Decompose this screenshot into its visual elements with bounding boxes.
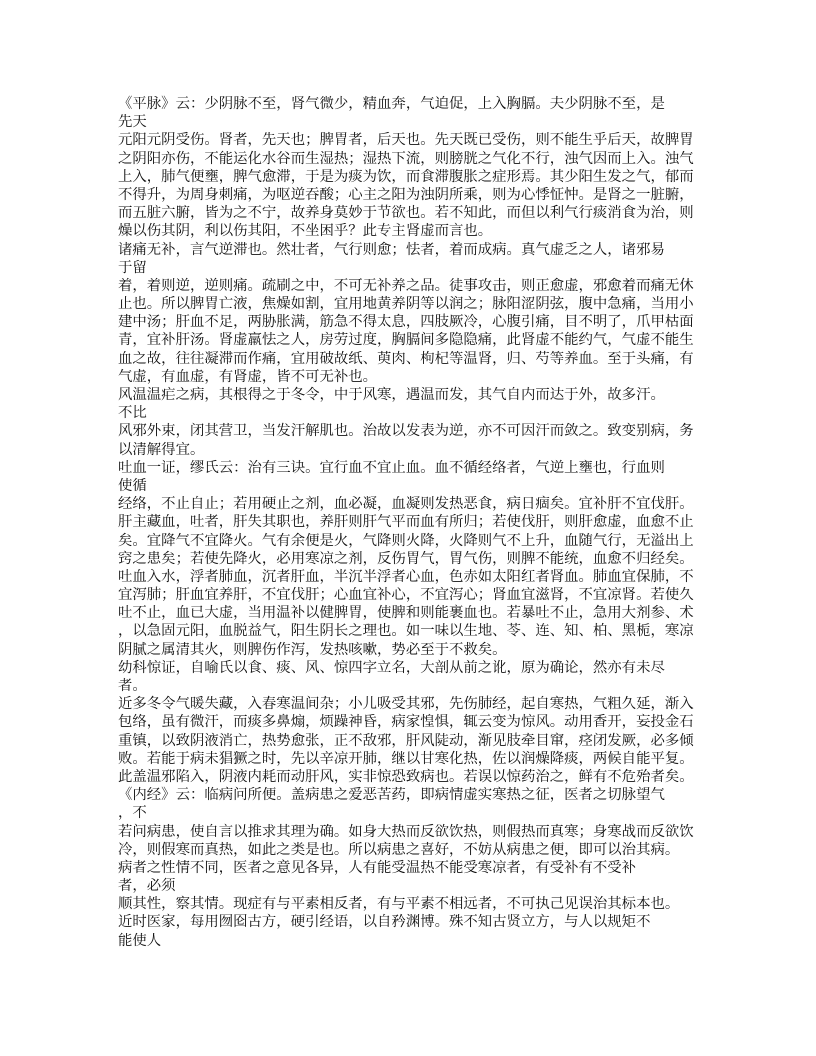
text-line: 风温温疟之病，其根得之于冬令，中于风寒，遇温而发，其气自内而达于外，故多汗。 [118, 387, 665, 403]
text-line: 着，着则逆，逆则痛。疏刷之中，不可无补养之品。徒事攻击，则正愈虚，邪愈着而痛无休 [118, 277, 694, 294]
text-line: 以清解得宜。 [118, 441, 205, 458]
text-line: 能使人 [118, 932, 162, 949]
text-line: 宜泻肺；肝血宜养肝，不宜伐肝；心血宜补心，不宜泻心；肾血宜滋肾，不宜凉肾。若使久 [118, 587, 694, 604]
text-line: 包络，虽有微汗，而痰多鼻煽，烦躁神昏，病家惶惧，辄云变为惊风。动用香开，妄投金石 [118, 714, 694, 731]
text-line: 而五脏六腑，皆为之不宁，故养身莫妙于节欲也。若不知此，而但以利气行痰消食为治，则 [118, 205, 694, 222]
text-line: 风邪外束，闭其营卫，当发汗解肌也。治故以发表为逆，亦不可因汗而敛之。致变别病，务 [118, 423, 694, 440]
text-line: 吐血一证，缪氏云：治有三诀。宜行血不宜止血。血不循经络者，气逆上壅也，行血则 [118, 459, 665, 476]
text-line: 先天 [118, 114, 147, 131]
text-line: 病者之性情不同，医者之意见各异，人有能受温热不能受寒凉者，有受补有不受补 [118, 859, 637, 876]
text-line: 青，宜补肝汤。肾虚羸怯之人，房劳过度，胸膈间多隐隐痛，此肾虚不能约气，气虚不能生 [118, 332, 694, 349]
text-line: 阴腻之属清其火，则脾伤作泻，发热咳嗽，势必至于不救矣。 [118, 641, 507, 658]
text-line: 败。若能于病未猖獗之时，先以辛凉开肺，继以甘寒化热，佐以润燥降痰，两候自能平复。 [118, 750, 694, 767]
text-line: 血之故，往往凝滞而作痛，宜用破故纸、萸肉、枸杞等温肾，归、芍等养血。至于头痛，有 [118, 350, 694, 367]
text-line: 吐不止，血已大虚，当用温补以健脾胃，使脾和则能裹血也。若暴吐不止，急用大剂参、术 [118, 605, 694, 622]
text-line: 近时医家，每用囫囵古方，硬引经语，以自矜渊博。殊不知古贤立方，与人以规矩不 [118, 914, 651, 931]
text-line: ，不 [118, 805, 147, 822]
text-line: 者，必须 [118, 878, 176, 895]
text-line: 不比 [118, 405, 147, 422]
text-line: 元阳元阴受伤。肾者，先天也；脾胃者，后天也。先天既已受伤，则不能生乎后天，故脾胃 [118, 132, 694, 149]
text-line: 气虚，有血虚，有肾虚，皆不可无补也。 [118, 368, 378, 385]
text-line: 《平脉》云：少阴脉不至，肾气微少，精血奔，气迫促，上入胸膈。夫少阴脉不至，是 [118, 96, 665, 112]
text-line: 止也。所以脾胃亡液，焦燥如割，宜用地黄养阴等以润之；脉阳涩阴弦，腹中急痛，当用小 [118, 296, 694, 313]
text-line: 建中汤；肝血不足，两胁胀满，筋急不得太息，四肢厥冷，心腹引痛，目不明了，爪甲枯面 [118, 314, 694, 331]
text-line: 者。 [118, 678, 147, 694]
text-line: 使循 [118, 477, 147, 494]
text-line: ，以急固元阳，血脱益气，阳生阴长之理也。如一味以生地、苓、连、知、柏、黑栀，寒凉 [118, 623, 694, 640]
text-line: 燥以伤其阴，利以伤其阳，不坐困乎？此专主肾虚而言也。 [118, 223, 493, 240]
text-line: 窍之患矣；若使先降火，必用寒凉之剂，反伤胃气，胃气伤，则脾不能统，血愈不归经矣。 [118, 550, 694, 567]
text-line: 《内经》云：临病问所便。盖病患之爱恶苦药，即病情虚实寒热之征，医者之切脉望气 [118, 787, 665, 804]
text-line: 诸痛无补，言气逆滞也。然壮者，气行则愈；怯者，着而成病。真气虚乏之人，诸邪易 [118, 241, 665, 258]
text-line: 幼科惊证，自喻氏以食、痰、风、惊四字立名，大剖从前之讹，原为确论，然亦有未尽 [118, 659, 665, 676]
document-page [118, 95, 718, 950]
text-line: 近多冬令气暖失藏，入春寒温间杂；小儿吸受其邪，先伤肺经，起自寒热，气粗久延，渐入 [118, 696, 694, 713]
text-line: 矣。宜降气不宜降火。气有余便是火，气降则火降，火降则气不上升，血随气行，无溢出上 [118, 532, 694, 549]
text-line: 不得升，为周身刺痛，为呕逆吞酸；心主之阳为浊阴所乘，则为心悸怔忡。是肾之一脏腑， [118, 186, 694, 203]
text-line: 于留 [118, 259, 147, 276]
text-line: 若问病患，使自言以推求其理为确。如身大热而反欲饮热，则假热而真寒；身寒战而反欲饮 [118, 823, 694, 840]
text-line: 经络，不止自止；若用硬止之剂，血必凝，血凝则发热恶食，病日痼矣。宜补肝不宜伐肝。 [118, 496, 694, 513]
text-line: 冷，则假寒而真热，如此之类是也。所以病患之喜好，不妨从病患之便，即可以治其病。 [118, 841, 680, 858]
text-line: 重镇，以致阴液消亡，热势愈张，正不敌邪，肝风陡动，渐见肢牵目窜，痉闭发厥，必多倾 [118, 732, 694, 749]
text-line: 之阴阳亦伤，不能运化水谷而生湿热；湿热下流，则膀胱之气化不行，浊气因而上入。浊气 [118, 150, 694, 167]
text-line: 顺其性，察其情。现症有与平素相反者，有与平素不相远者，不可执己见误治其标本也。 [118, 896, 680, 913]
text-line: 上入，肺气便壅，脾气愈滞，于是为痰为饮，而食滞腹胀之症形焉。其少阳生发之气，郁而 [118, 168, 694, 185]
text-line: 肝主藏血，吐者，肝失其职也，养肝则肝气平而血有所归；若使伐肝，则肝愈虚，血愈不止 [118, 514, 694, 531]
text-line: 此盖温邪陷入，阴液内耗而动肝风，实非惊恐致病也。若误以惊药治之，鲜有不危殆者矣。 [118, 768, 694, 785]
text-line: 吐血入水，浮者肺血，沉者肝血，半沉半浮者心血，色赤如太阳红者肾血。肺血宜保肺，不 [118, 568, 694, 585]
